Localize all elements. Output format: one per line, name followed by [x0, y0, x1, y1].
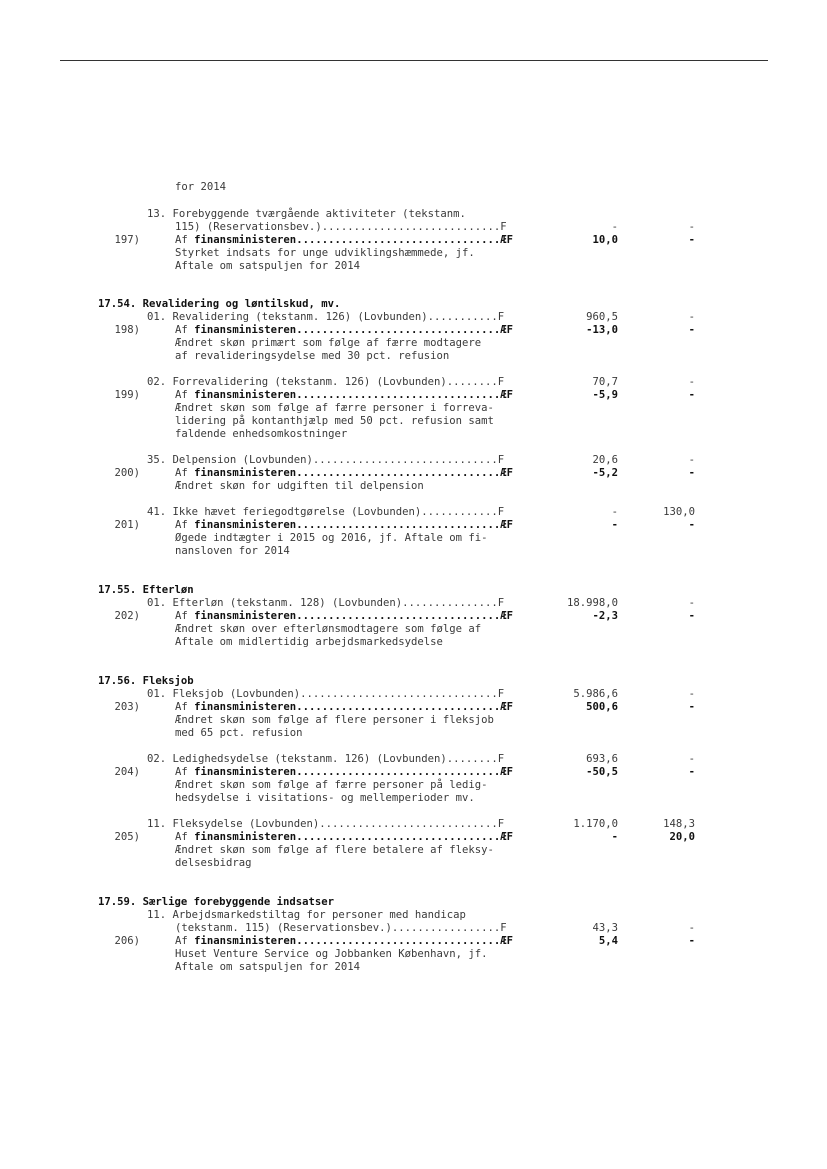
item-line: 11. Arbejdsmarkedstiltag for personer med handicap — [147, 909, 466, 921]
desc-line: Ændret skøn over efterlønsmodtagere som følge af — [175, 623, 482, 635]
item-line: 01. Revalidering (tekstanm. 126) (Lovbunden)...........F — [147, 311, 505, 323]
af-line: Af finansministeren................................ÆF — [175, 935, 514, 947]
value-col1: 693,6 — [586, 753, 618, 765]
value-col2: - — [688, 753, 695, 765]
item-line: 13. Forebyggende tværgående aktiviteter (tekstanm. — [147, 208, 466, 220]
ref-number: 201) — [114, 519, 140, 531]
value-col2: - — [688, 221, 695, 233]
value-col2: 130,0 — [663, 506, 695, 518]
desc-line: Øgede indtægter i 2015 og 2016, jf. Aftale om fi- — [175, 532, 488, 544]
item-line: 115) (Reservationsbev.)............................F — [175, 221, 507, 233]
value-col2: - — [688, 389, 695, 401]
value-col2: - — [688, 922, 695, 934]
desc-line: lidering på kontanthjælp med 50 pct. refusion samt — [175, 415, 494, 427]
value-col2: - — [688, 234, 695, 246]
item-line: 01. Efterløn (tekstanm. 128) (Lovbunden)...............F — [147, 597, 505, 609]
value-col1: 1.170,0 — [573, 818, 618, 830]
text-line: for 2014 — [175, 181, 227, 193]
ref-number: 197) — [114, 234, 140, 246]
af-line: Af finansministeren................................ÆF — [175, 831, 514, 843]
value-col2: - — [688, 467, 695, 479]
ref-number: 200) — [114, 467, 140, 479]
desc-line: Ændret skøn primært som følge af færre modtagere — [175, 337, 482, 349]
value-col1: 960,5 — [586, 311, 618, 323]
desc-line: med 65 pct. refusion — [175, 727, 303, 739]
value-col1: - — [611, 506, 618, 518]
section-heading: 17.55. Efterløn — [98, 584, 194, 596]
value-col1: 500,6 — [586, 701, 618, 713]
value-col2: - — [688, 610, 695, 622]
af-line: Af finansministeren................................ÆF — [175, 324, 514, 336]
value-col1: 43,3 — [592, 922, 618, 934]
desc-line: Aftale om midlertidig arbejdsmarkedsydelse — [175, 636, 443, 648]
ref-number: 202) — [114, 610, 140, 622]
section-heading: 17.54. Revalidering og løntilskud, mv. — [98, 298, 341, 310]
desc-line: Ændret skøn som følge af flere betalere af fleksy- — [175, 844, 494, 856]
value-col2: 20,0 — [669, 831, 695, 843]
value-col1: -13,0 — [586, 324, 618, 336]
desc-line: hedsydelse i visitations- og mellemperioder mv. — [175, 792, 475, 804]
value-col1: 20,6 — [592, 454, 618, 466]
value-col1: - — [611, 831, 618, 843]
item-line: 11. Fleksydelse (Lovbunden)............................F — [147, 818, 505, 830]
af-line: Af finansministeren................................ÆF — [175, 766, 514, 778]
value-col2: - — [688, 324, 695, 336]
value-col1: - — [611, 221, 618, 233]
value-col1: 70,7 — [592, 376, 618, 388]
desc-line: nansloven for 2014 — [175, 545, 290, 557]
desc-line: Ændret skøn som følge af flere personer i fleksjob — [175, 714, 494, 726]
af-line: Af finansministeren................................ÆF — [175, 610, 514, 622]
value-col1: - — [611, 519, 618, 531]
ref-number: 205) — [114, 831, 140, 843]
af-line: Af finansministeren................................ÆF — [175, 519, 514, 531]
desc-line: af revalideringsydelse med 30 pct. refusion — [175, 350, 450, 362]
af-line: Af finansministeren................................ÆF — [175, 389, 514, 401]
item-line: 41. Ikke hævet feriegodtgørelse (Lovbunden)............F — [147, 506, 505, 518]
value-col2: - — [688, 376, 695, 388]
item-line: 02. Ledighedsydelse (tekstanm. 126) (Lovbunden)........F — [147, 753, 505, 765]
desc-line: Styrket indsats for unge udviklingshæmmede, jf. — [175, 247, 475, 259]
ref-number: 204) — [114, 766, 140, 778]
value-col2: - — [688, 311, 695, 323]
item-line: 01. Fleksjob (Lovbunden)...............................F — [147, 688, 505, 700]
value-col1: -2,3 — [592, 610, 618, 622]
section-heading: 17.59. Særlige forebyggende indsatser — [98, 896, 334, 908]
value-col1: 5,4 — [598, 935, 618, 947]
af-line: Af finansministeren................................ÆF — [175, 701, 514, 713]
value-col1: 5.986,6 — [573, 688, 618, 700]
value-col2: - — [688, 935, 695, 947]
value-col2: - — [688, 597, 695, 609]
desc-line: Ændret skøn som følge af færre personer i forreva- — [175, 402, 494, 414]
ref-number: 198) — [114, 324, 140, 336]
ref-number: 206) — [114, 935, 140, 947]
value-col2: - — [688, 701, 695, 713]
value-col1: -5,9 — [592, 389, 618, 401]
value-col1: -5,2 — [592, 467, 618, 479]
desc-line: Ændret skøn for udgiften til delpension — [175, 480, 424, 492]
ref-number: 203) — [114, 701, 140, 713]
value-col1: 18.998,0 — [566, 597, 618, 609]
desc-line: Ændret skøn som følge af færre personer på ledig- — [175, 779, 488, 791]
value-col2: - — [688, 688, 695, 700]
desc-line: Huset Venture Service og Jobbanken København, jf. — [175, 948, 488, 960]
value-col2: - — [688, 454, 695, 466]
value-col2: 148,3 — [663, 818, 695, 830]
af-line: Af finansministeren................................ÆF — [175, 234, 514, 246]
value-col1: 10,0 — [592, 234, 618, 246]
desc-line: Aftale om satspuljen for 2014 — [175, 961, 360, 973]
item-line: 02. Forrevalidering (tekstanm. 126) (Lovbunden)........F — [147, 376, 505, 388]
item-line: 35. Delpension (Lovbunden).............................F — [147, 454, 505, 466]
section-heading: 17.56. Fleksjob — [98, 675, 194, 687]
value-col2: - — [688, 766, 695, 778]
af-line: Af finansministeren................................ÆF — [175, 467, 514, 479]
desc-line: faldende enhedsomkostninger — [175, 428, 348, 440]
value-col1: -50,5 — [586, 766, 618, 778]
header-rule — [60, 60, 768, 61]
value-col2: - — [688, 519, 695, 531]
ref-number: 199) — [114, 389, 140, 401]
desc-line: Aftale om satspuljen for 2014 — [175, 260, 360, 272]
item-line: (tekstanm. 115) (Reservationsbev.).................F — [175, 922, 507, 934]
desc-line: delsesbidrag — [175, 857, 252, 869]
